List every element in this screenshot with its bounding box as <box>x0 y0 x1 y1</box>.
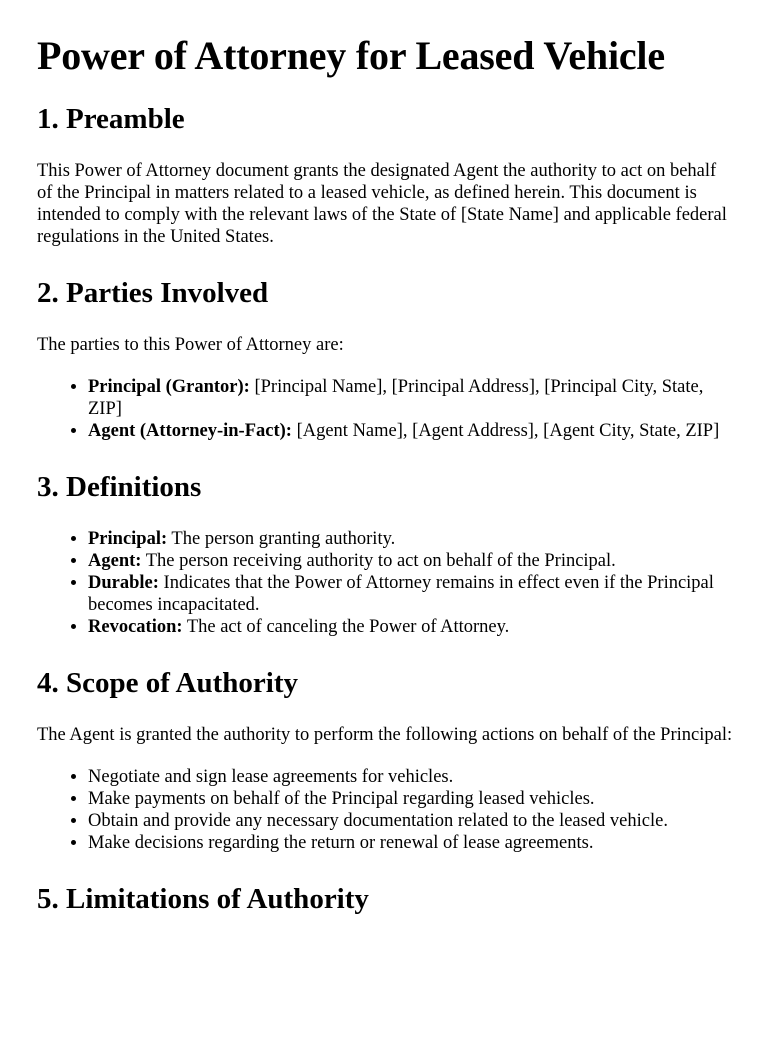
section-heading-scope: 4. Scope of Authority <box>37 667 298 699</box>
definition-term: Durable: <box>88 573 159 593</box>
definition-text: The person granting authority. <box>167 529 396 549</box>
section-parties <box>37 276 733 442</box>
definition-item <box>88 550 733 572</box>
document-title: Power of Attorney for Leased Vehicle <box>37 33 665 78</box>
definition-term: Principal: <box>88 529 168 549</box>
scope-intro: The Agent is granted the authority to perform the following actions on behalf of the Principal: <box>37 725 733 745</box>
definition-text: The act of canceling the Power of Attorney. <box>182 617 510 637</box>
definition-text: The person receiving authority to act on behalf of the Principal. <box>141 551 616 571</box>
definition-term: Revocation: <box>88 617 183 637</box>
section-heading-limitations: 5. Limitations of Authority <box>37 883 369 915</box>
definitions-list <box>37 528 733 638</box>
term-principal-grantor: Principal (Grantor): <box>88 377 250 397</box>
definition-term: Agent: <box>88 551 142 571</box>
list-item: • Negotiate and sign lease agreements for vehicles. <box>88 766 733 788</box>
section-heading-parties: 2. Parties Involved <box>37 277 269 309</box>
principal-details: [Principal Name], [Principal Address], [Principal City, State, ZIP] <box>88 377 704 419</box>
parties-intro: The parties to this Power of Attorney are: <box>37 335 344 355</box>
term-agent-attorney: Agent (Attorney-in-Fact): <box>88 421 292 441</box>
section-limitations <box>37 882 733 916</box>
list-item-principal <box>88 376 733 420</box>
definition-item <box>88 616 733 638</box>
section-definitions <box>37 470 733 638</box>
section-heading-preamble: 1. Preamble <box>37 103 185 135</box>
section-preamble <box>37 102 733 248</box>
section-scope <box>37 666 733 854</box>
preamble-text: This Power of Attorney document grants the designated Agent the authority to act on behalf of the Principal in matters related to a leased vehicle, as defined herein. This document is intended to comply with the relevant laws of the State of [State Name] and applicable federal regulations in the United States. <box>37 161 727 247</box>
list-item: • Obtain and provide any necessary documentation related to the leased vehicle. <box>88 810 733 832</box>
list-item: • Make payments on behalf of the Principal regarding leased vehicles. <box>88 788 733 810</box>
parties-list <box>37 376 733 442</box>
document-page <box>0 33 770 916</box>
definition-item <box>88 572 733 616</box>
list-item: • Make decisions regarding the return or renewal of lease agreements. <box>88 832 733 854</box>
definition-item <box>88 528 733 550</box>
scope-list <box>37 766 733 854</box>
section-heading-definitions: 3. Definitions <box>37 471 202 503</box>
list-item-agent <box>88 420 733 442</box>
agent-details: [Agent Name], [Agent Address], [Agent City, State, ZIP] <box>291 421 720 441</box>
definition-text: Indicates that the Power of Attorney remains in effect even if the Principal becomes incapacitated. <box>88 573 714 615</box>
